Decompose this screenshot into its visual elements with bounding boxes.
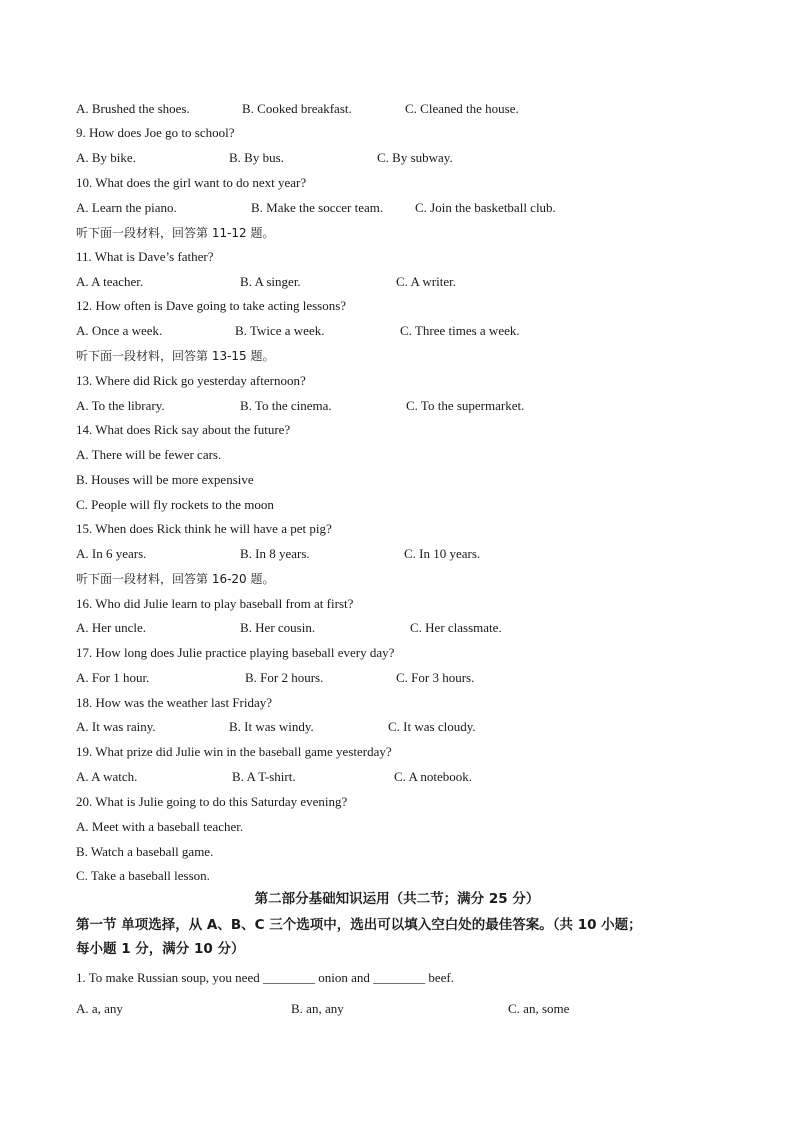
answer-option-a: A. Her uncle. bbox=[76, 620, 147, 635]
answer-option-b: B. It was windy. bbox=[229, 719, 314, 734]
question-text: B. Watch a baseball game. bbox=[76, 844, 214, 859]
answer-option-b: B. Twice a week. bbox=[235, 323, 325, 338]
listening-instruction: 听下面一段材料，回答第 11-12 题。 bbox=[76, 226, 275, 240]
question-text: 12. How often is Dave going to take acting lessons? bbox=[76, 298, 347, 313]
listening-instruction: 听下面一段材料，回答第 16-20 题。 bbox=[76, 572, 275, 586]
question-text: A. There will be fewer cars. bbox=[76, 447, 222, 462]
answer-option-c: C. Cleaned the house. bbox=[405, 101, 519, 116]
answer-option-c: C. A notebook. bbox=[394, 769, 473, 784]
answer-option-b: B. A singer. bbox=[240, 274, 301, 289]
answer-option-b: B. Make the soccer team. bbox=[251, 200, 384, 215]
answer-option-c: C. It was cloudy. bbox=[388, 719, 476, 734]
question-text: 17. How long does Julie practice playing baseball every day? bbox=[76, 645, 395, 660]
answer-option-c: C. Her classmate. bbox=[410, 620, 502, 635]
question-text: 13. Where did Rick go yesterday afternoon? bbox=[76, 373, 306, 388]
question-text: 14. What does Rick say about the future? bbox=[76, 422, 291, 437]
answer-option-a: A. Once a week. bbox=[76, 323, 163, 338]
answer-option-a: A. It was rainy. bbox=[76, 719, 156, 734]
answer-option-a: A. A teacher. bbox=[76, 274, 144, 289]
answer-option-c: C. A writer. bbox=[396, 274, 456, 289]
answer-option-b: B. By bus. bbox=[229, 150, 284, 165]
answer-option-c: C. To the supermarket. bbox=[406, 398, 525, 413]
answer-option-b: B. In 8 years. bbox=[240, 546, 310, 561]
listening-instruction: 听下面一段材料，回答第 13-15 题。 bbox=[76, 349, 275, 363]
answer-option-a: A. By bike. bbox=[76, 150, 136, 165]
question-text: B. Houses will be more expensive bbox=[76, 472, 254, 487]
question-text: C. Take a baseball lesson. bbox=[76, 868, 210, 883]
question-text: 18. How was the weather last Friday? bbox=[76, 695, 273, 710]
answer-option-c: C. Three times a week. bbox=[400, 323, 520, 338]
answer-option-b: B. A T-shirt. bbox=[232, 769, 296, 784]
answer-option-b: B. For 2 hours. bbox=[245, 670, 324, 685]
question-1-option-b: B. an, any bbox=[291, 1001, 344, 1016]
question-1-option-c: C. an, some bbox=[508, 1001, 570, 1016]
section-one-instruction-line2: 每小题 1 分，满分 10 分） bbox=[76, 941, 245, 957]
answer-option-a: A. In 6 years. bbox=[76, 546, 147, 561]
question-text: 9. How does Joe go to school? bbox=[76, 125, 235, 140]
answer-option-b: B. Her cousin. bbox=[240, 620, 316, 635]
answer-option-b: B. To the cinema. bbox=[240, 398, 332, 413]
answer-option-c: C. For 3 hours. bbox=[396, 670, 475, 685]
section-one-instruction-line1: 第一节 单项选择，从 A、B、C 三个选项中，选出可以填入空白处的最佳答案。（共 10 小题； bbox=[76, 917, 642, 933]
answer-option-a: A. For 1 hour. bbox=[76, 670, 150, 685]
question-text: 16. Who did Julie learn to play baseball from at first? bbox=[76, 596, 354, 611]
answer-option-c: C. In 10 years. bbox=[404, 546, 481, 561]
question-text: 20. What is Julie going to do this Saturday evening? bbox=[76, 794, 348, 809]
answer-option-a: A. Learn the piano. bbox=[76, 200, 177, 215]
question-text: 11. What is Dave’s father? bbox=[76, 249, 214, 264]
answer-option-a: A. To the library. bbox=[76, 398, 165, 413]
answer-option-c: C. By subway. bbox=[377, 150, 453, 165]
question-text: 15. When does Rick think he will have a pet pig? bbox=[76, 521, 332, 536]
answer-option-c: C. Join the basketball club. bbox=[415, 200, 556, 215]
answer-option-a: A. Brushed the shoes. bbox=[76, 101, 190, 116]
part-two-heading: 第二部分基础知识运用（共二节；满分 25 分） bbox=[254, 891, 540, 907]
question-text: C. People will fly rockets to the moon bbox=[76, 497, 274, 512]
question-text: A. Meet with a baseball teacher. bbox=[76, 819, 244, 834]
question-1-text: 1. To make Russian soup, you need ________ onion and ________ beef. bbox=[76, 970, 454, 985]
answer-option-a: A. A watch. bbox=[76, 769, 138, 784]
question-text: 19. What prize did Julie win in the baseball game yesterday? bbox=[76, 744, 392, 759]
question-1-option-a: A. a, any bbox=[76, 1001, 123, 1016]
question-text: 10. What does the girl want to do next year? bbox=[76, 175, 307, 190]
answer-option-b: B. Cooked breakfast. bbox=[242, 101, 352, 116]
